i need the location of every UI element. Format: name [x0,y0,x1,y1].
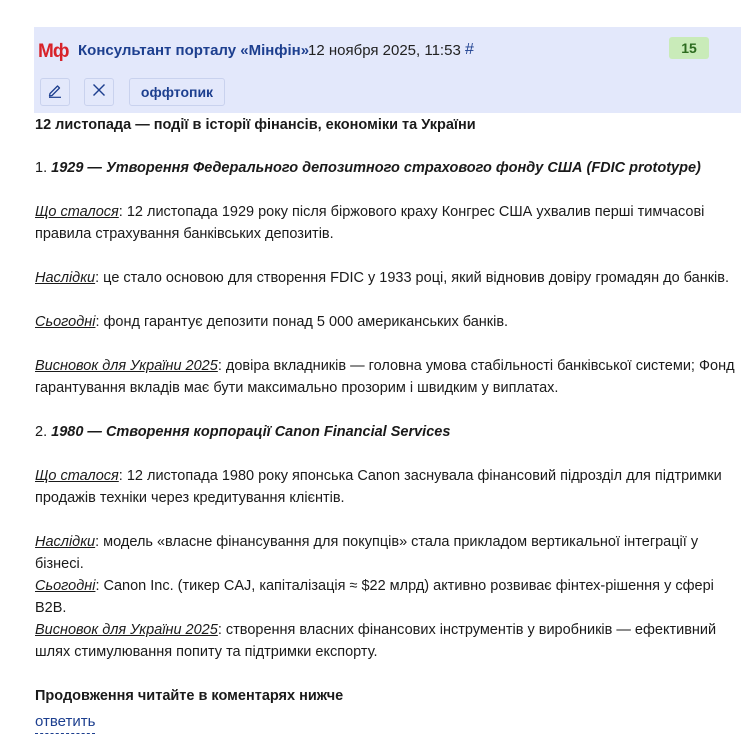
paragraph-label: Сьогодні [35,314,96,330]
item-paragraph [35,619,747,663]
paragraph-text: : це стало основою для створення FDIC у 1933 році, який відновив довіру громадян до банків. [95,270,730,286]
paragraph-text: : Canon Inc. (тикер CAJ, капіталізація ≈ $22 млрд) активно розвиває фінтех-рішення у сфері B2B. [35,578,714,616]
reply-link[interactable]: ответить [35,711,95,734]
item-paragraph [35,355,747,399]
item-title-text: 1980 — Створення корпорації Canon Financial Services [51,424,451,440]
item-paragraph [35,531,747,575]
paragraph-label: Що сталося [35,204,119,220]
paragraph-label: Наслідки [35,534,96,550]
paragraph-text: : модель «власне фінансування для покупців» стала прикладом вертикальної інтеграції у бізнесі. [35,534,699,572]
item-paragraph [35,465,747,509]
paragraph-label: Висновок для України 2025 [35,358,218,374]
paragraph-text: : 12 листопада 1929 року після біржового краху Конгрес США ухвалив перші тимчасові правила страхування банківських депозитів. [35,204,705,242]
item-number: 2. [35,424,48,440]
close-icon [91,82,107,103]
item-paragraph [35,201,747,245]
paragraph-label: Наслідки [35,270,96,286]
item-title [35,423,450,441]
paragraph-text: : 12 листопада 1980 року японська Canon заснувала фінансовий підрозділ для підтримки продажів техніки через кредитування клієнтів. [35,468,722,506]
post-datetime: 12 ноября 2025, 11:53 [308,42,461,59]
offtopic-button[interactable]: оффтопик [129,78,225,106]
permalink-anchor[interactable]: # [465,41,474,58]
edit-button[interactable] [40,78,70,106]
item-title [35,159,701,177]
paragraph-label: Сьогодні [35,578,96,594]
delete-button[interactable] [84,78,114,106]
item-number: 1. [35,160,48,176]
author-name[interactable]: Консультант порталу «Мінфін» [78,42,310,59]
paragraph-label: Що сталося [35,468,119,484]
item-paragraph [35,575,747,619]
paragraph-text: : довіра вкладників — головна умова стабільності банківської системи; Фонд гарантування вкладів має бути максимально прозорим і швидким у виплатах. [35,358,735,396]
paragraph-text: : створення власних фінансових інструментів у виробників — ефективний шлях стимулювання попиту та підтримки експорту. [35,622,717,660]
item-title-text: 1929 — Утворення Федерального депозитного страхового фонду США (FDIC prototype) [51,160,701,176]
item-paragraph [35,267,747,289]
post-title: 12 листопада — події в історії фінансів, економіки та України [35,117,476,133]
post-header [34,27,741,113]
pencil-icon [47,82,63,103]
minfin-logo[interactable]: Мф [38,41,69,62]
paragraph-label: Висновок для України 2025 [35,622,218,638]
rating-badge: 15 [669,37,709,59]
continuation-note: Продовження читайте в коментарях нижче [35,688,344,704]
item-paragraph [35,311,747,333]
paragraph-text: : фонд гарантує депозити понад 5 000 американських банків. [95,314,509,330]
